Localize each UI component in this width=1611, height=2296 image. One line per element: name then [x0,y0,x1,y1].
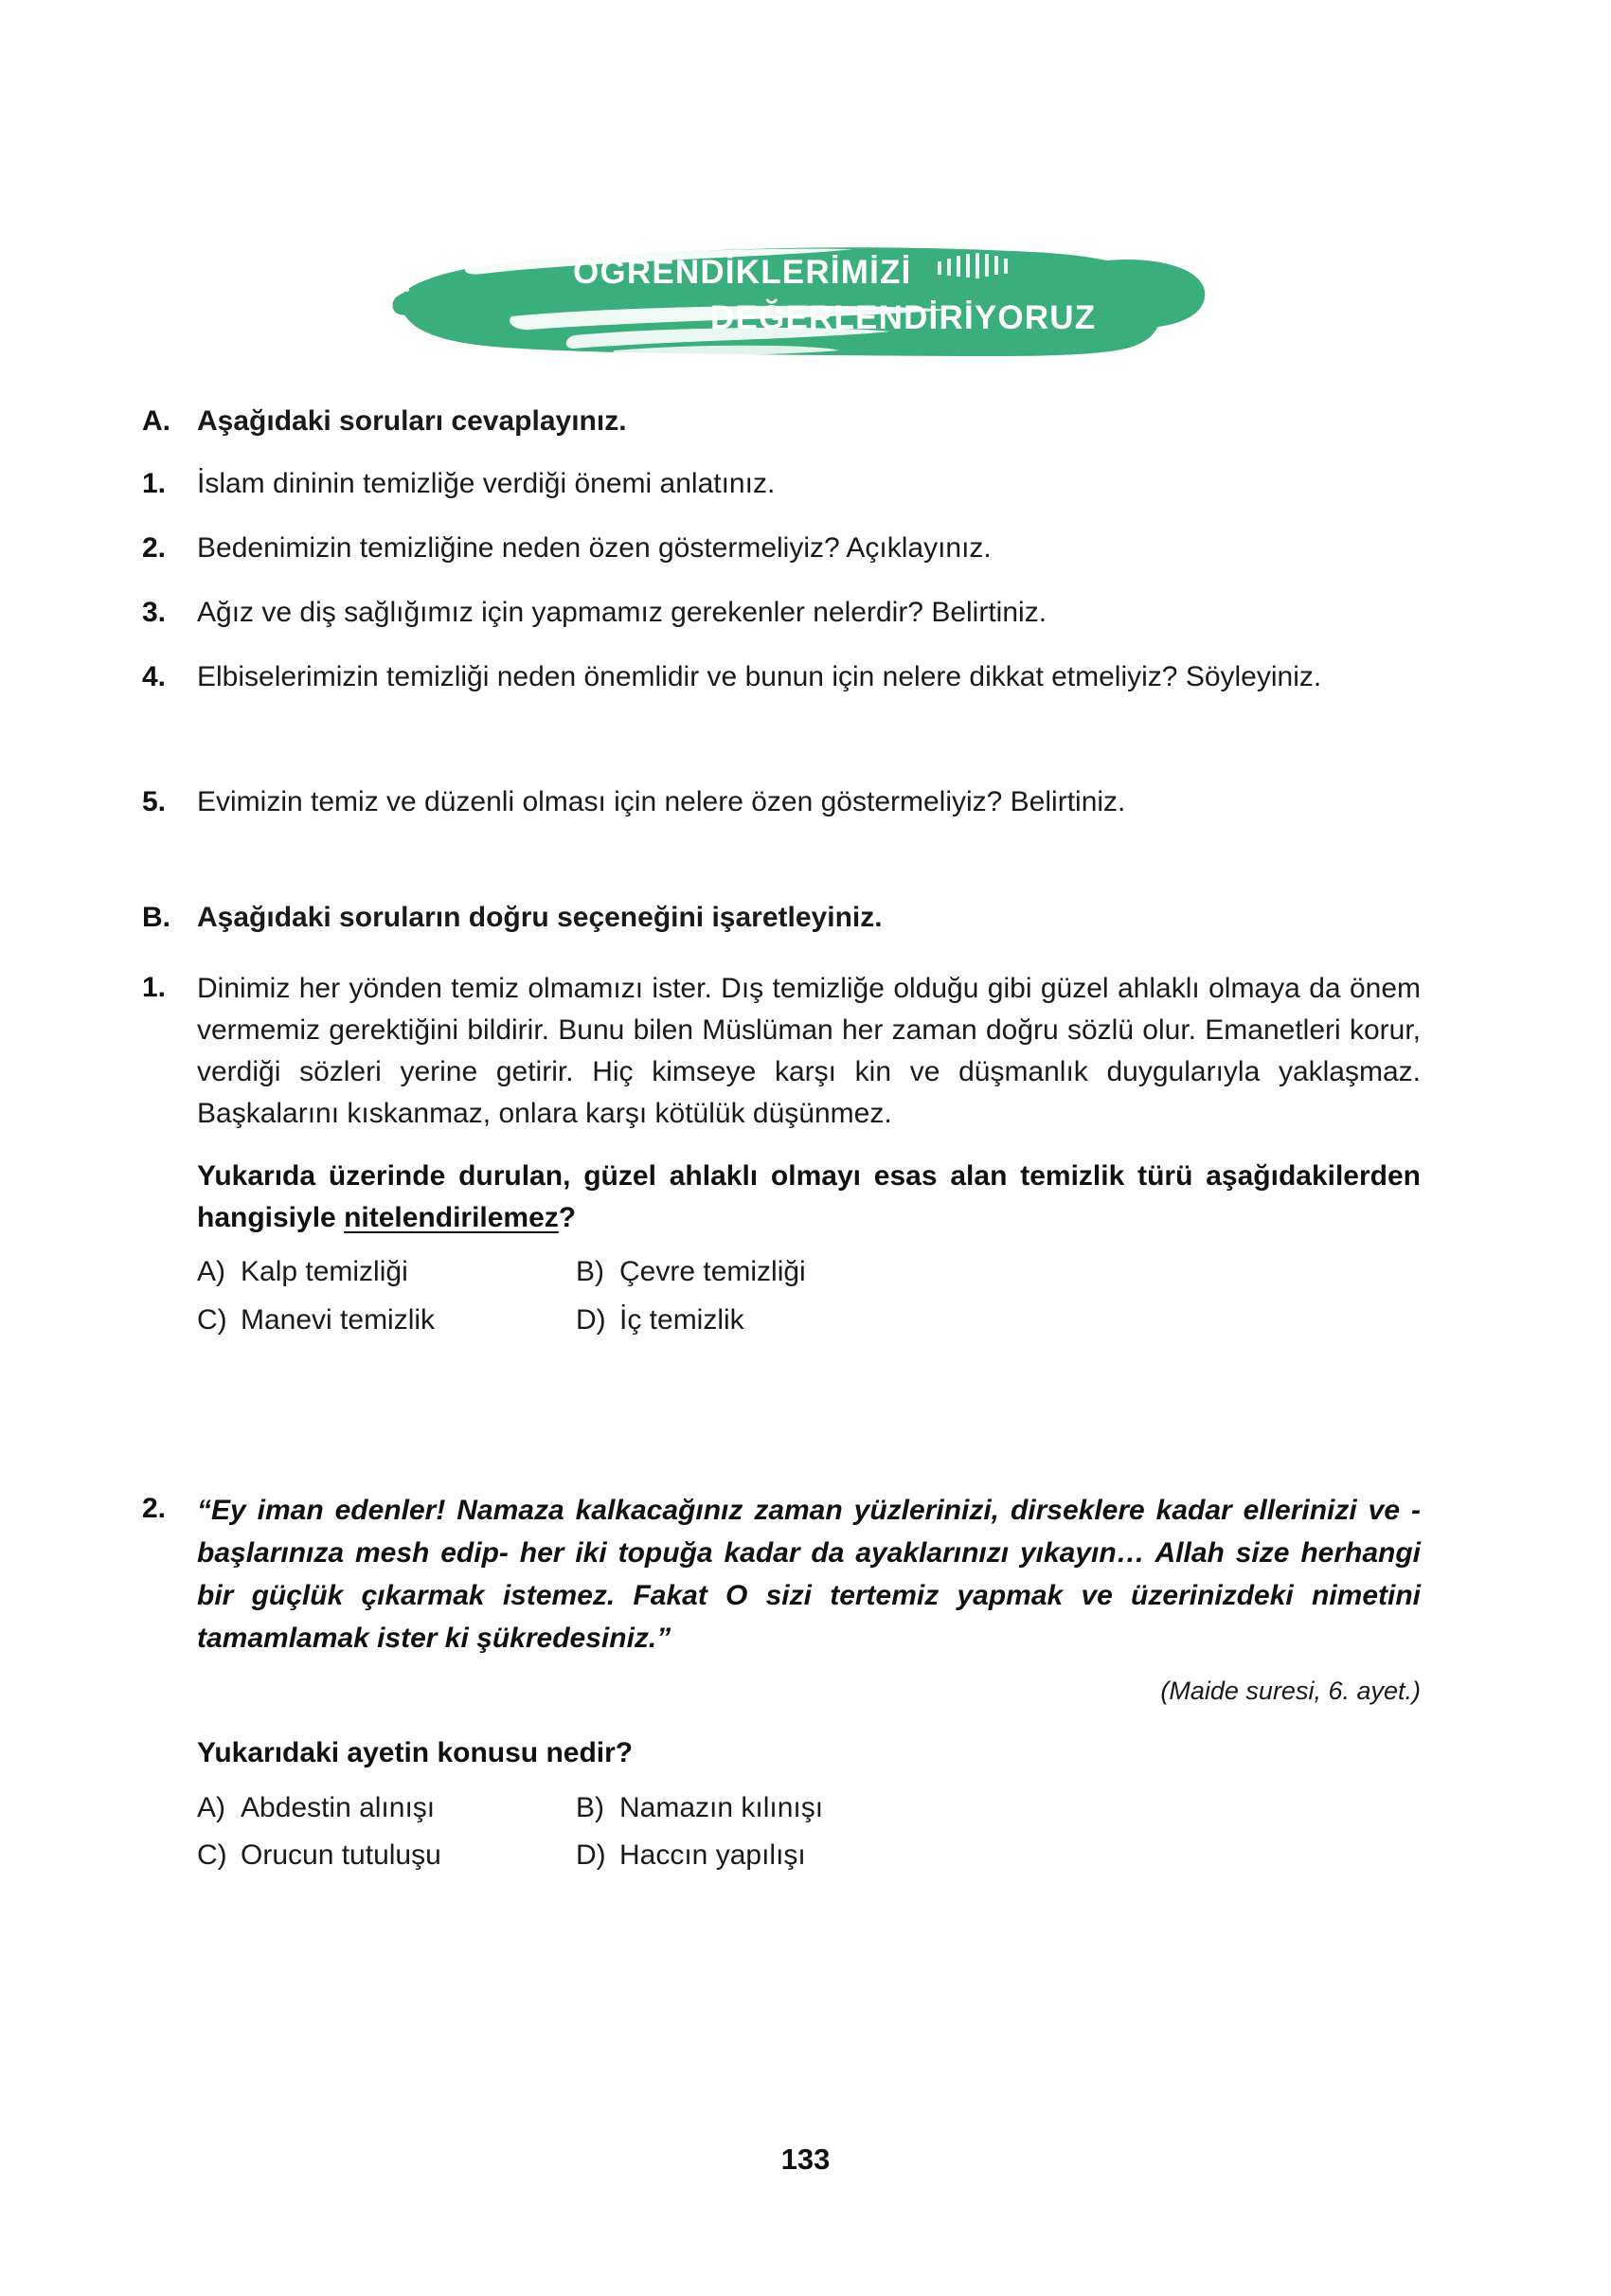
question-b2-quote: “Ey iman edenler! Namaza kalkacağınız zaman yüzlerinizi, dirseklere kadar ellerinizi ve -başlarınıza mesh edip- her iki topuğa kadar da ayaklarınızı yıkayın… Allah size herhangi bir güçlük çıkarmak istemez. Fakat O sizi tertemiz yapmak ve üzerinizdeki nimetini tamamlamak ister ki şükredesiniz.” [197,1495,1421,1654]
section-banner [379,235,1212,358]
question-b2-options [197,1789,1421,1875]
question-b1-stem-emphasis: nitelendirilemez [344,1201,559,1233]
question-b1-stem-after: ? [558,1201,577,1233]
question-a5 [142,782,1468,823]
banner-title-line2: DEĞERLENDİRİYORUZ [710,299,1097,336]
question-a1-marker: 1. [142,468,167,499]
option-b1-a-text: Kalp temizliği [241,1256,408,1288]
option-b1-b[interactable] [576,1253,1421,1292]
option-b2-a[interactable] [197,1789,576,1828]
option-b1-a[interactable] [197,1253,576,1292]
option-b2-b-letter: B) [576,1791,604,1823]
question-b1-options [197,1253,1421,1339]
section-b-marker: B. [142,902,170,933]
section-b-heading [142,898,1468,939]
option-b1-b-letter: B) [576,1256,604,1288]
question-b1-stem [197,1156,1421,1238]
question-b2-marker: 2. [142,1493,167,1524]
option-b2-c-letter: C) [197,1839,227,1871]
question-b2-stem: Yukarıdaki ayetin konusu nedir? [197,1737,634,1768]
question-a5-text: Evimizin temiz ve düzenli olması için nelere özen göstermeliyiz? Belirtiniz. [197,786,1126,817]
banner-title-line1: ÖĞRENDİKLERİMİZİ [573,254,912,291]
question-a3-marker: 3. [142,597,167,628]
option-b1-d-text: İç temizlik [619,1303,744,1336]
option-b2-b-text: Namazın kılınışı [619,1791,824,1823]
question-a4-marker: 4. [142,661,167,692]
option-b1-c-text: Manevi temizlik [241,1303,436,1336]
question-b1-stem-before: Yukarıda üzerinde durulan, güzel ahlaklı olmayı esas alan temizlik türü aşağıdakilerden hangisiyle [197,1160,1421,1233]
section-b-title: Aşağıdaki soruların doğru seçeneğini işaretleyiniz. [197,902,883,933]
question-a2 [142,529,1468,569]
option-b1-d-letter: D) [576,1303,606,1336]
option-b1-b-text: Çevre temizliği [619,1256,806,1288]
option-b1-a-letter: A) [197,1256,225,1288]
page-number: 133 [780,2143,831,2176]
question-b1-marker: 1. [142,972,167,1003]
option-b2-d[interactable] [576,1837,1421,1875]
question-b2 [142,1489,1421,1875]
option-b2-a-text: Abdestin alınışı [241,1791,436,1823]
option-b2-b[interactable] [576,1789,1421,1828]
question-a2-text: Bedenimizin temizliğine neden özen göstermeliyiz? Açıklayınız. [197,532,992,564]
banner-text-group [379,235,1212,358]
question-a2-marker: 2. [142,532,167,564]
section-a-title: Aşağıdaki soruları cevaplayınız. [197,405,627,437]
option-b2-d-text: Haccın yapılışı [619,1839,806,1871]
option-b2-d-letter: D) [576,1839,606,1871]
option-b1-c-letter: C) [197,1303,227,1336]
section-a-heading [142,402,1468,442]
question-b1 [142,968,1421,1339]
question-a4-text: Elbiselerimizin temizliği neden önemlidir ve bunun için nelere dikkat etmeliyiz? Söyleyiniz. [197,661,1322,692]
question-a3-text: Ağız ve diş sağlığımız için yapmamız gerekenler nelerdir? Belirtiniz. [197,597,1047,628]
question-a3 [142,593,1468,634]
section-a-marker: A. [142,405,170,437]
question-a1 [142,464,1468,505]
option-b2-c[interactable] [197,1837,576,1875]
option-b2-c-text: Orucun tutuluşu [241,1839,441,1871]
question-a4 [142,657,1421,698]
question-b2-source: (Maide suresi, 6. ayet.) [1160,1677,1421,1705]
option-b1-c[interactable] [197,1301,576,1340]
question-a1-text: İslam dininin temizliğe verdiği önemi anlatınız. [197,468,776,499]
question-b1-paragraph: Dinimiz her yönden temiz olmamızı ister. Dış temizliğe olduğu gibi güzel ahlaklı olmaya da önem vermemiz gerektiğini bildirir. Bunu bilen Müslüman her zaman doğru sözlü olur. Emanetleri korur, verdiği sözleri yerine getirir. Hiç kimseye karşı kin ve düşmanlık duygularıyla yaklaşmaz. Başkalarını kıskanmaz, onlara karşı kötülük düşünmez. [197,973,1421,1130]
question-a5-marker: 5. [142,786,167,817]
option-b1-d[interactable] [576,1301,1421,1340]
option-b2-a-letter: A) [197,1791,225,1823]
